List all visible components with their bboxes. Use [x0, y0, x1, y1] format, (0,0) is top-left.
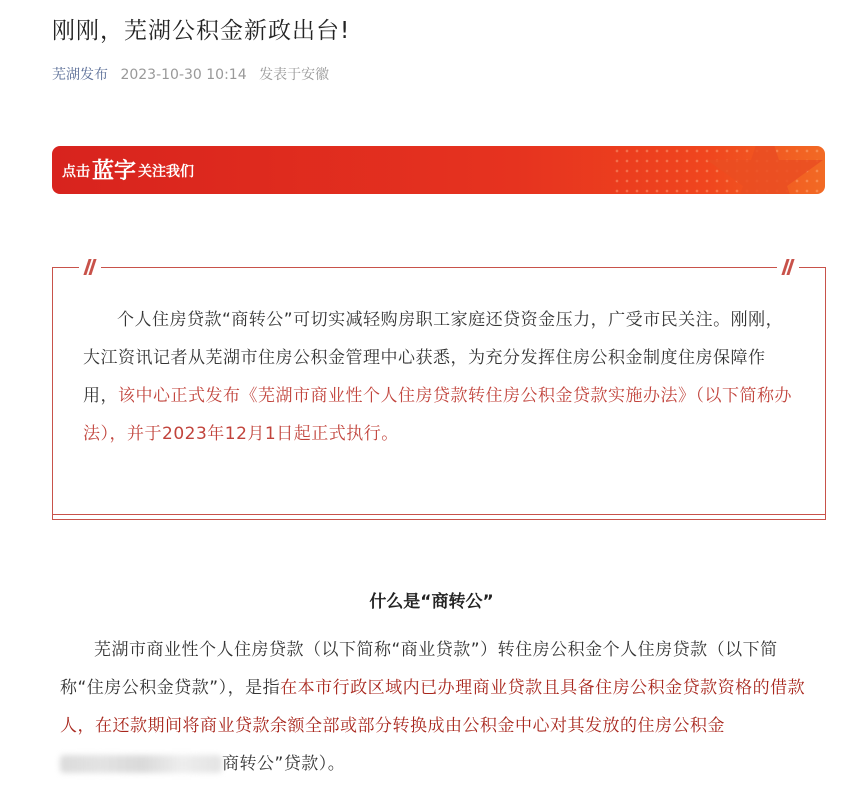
intro-text: 个人住房贷款“商转公”可切实减轻购房职工家庭还贷资金压力，广受市民关注。刚刚，大江资讯记者从芜湖市住房公积金管理中心获悉，为充分发挥住房公积金制度住房保障作用，: [83, 310, 784, 406]
blurred-redaction: [60, 755, 222, 773]
banner-highlight: 蓝字: [92, 159, 137, 184]
star-decoration-icon: [695, 146, 825, 194]
publish-location: 发表于安徽: [259, 67, 330, 83]
quote-left-icon: [79, 256, 101, 278]
article-title: 刚刚，芜湖公积金新政出台!: [52, 18, 351, 44]
banner-prefix: 点击: [62, 164, 90, 180]
section-text: 芜湖市商业性个人住房贷款（以下简称“商业贷款”）转住房公积金个人住房贷款（以下简称“住房公积金贷款”），是指: [60, 640, 778, 698]
intro-quote-box: [52, 267, 826, 520]
intro-highlight-text: 该中心正式发布《芜湖市商业性个人住房贷款转住房公积金贷款实施办法》（以下简称办法），并于2023年12月1日起正式执行。: [83, 386, 792, 444]
intro-paragraph: [83, 301, 799, 453]
section-paragraph: [60, 631, 820, 783]
banner-suffix: 关注我们: [138, 164, 195, 180]
quote-right-icon: [777, 256, 799, 278]
account-name-link[interactable]: 芜湖发布: [52, 67, 108, 83]
article-meta: [52, 64, 329, 84]
section-tail-text: 商转公”贷款）。: [222, 754, 346, 774]
section-heading: 什么是“商转公”: [369, 592, 494, 612]
banner-text: [62, 152, 194, 183]
follow-banner[interactable]: [52, 146, 825, 194]
section-highlight-text: 在本市行政区域内已办理商业贷款且具备住房公积金贷款资格的借款人，在还款期间将商业贷款余额全部或部分转换成由公积金中心对其发放的住房公积金: [60, 678, 806, 736]
publish-datetime: 2023-10-30 10:14: [120, 67, 247, 83]
